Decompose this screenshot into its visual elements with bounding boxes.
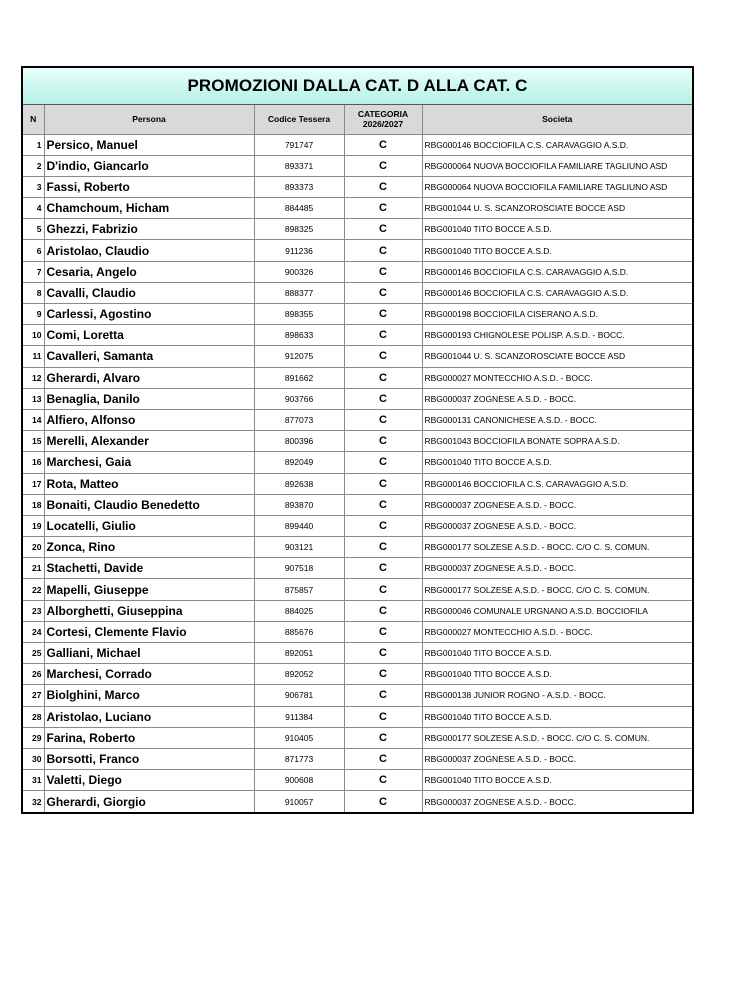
- cell-societa: RBG001040 TITO BOCCE A.S.D.: [422, 452, 692, 473]
- cell-societa: RBG000046 COMUNALE URGNANO A.S.D. BOCCIOFILA: [422, 600, 692, 621]
- table-row: [23, 409, 692, 430]
- table-row: [23, 198, 692, 219]
- cell-codice-tessera: 911384: [254, 706, 344, 727]
- cell-persona: Cesaria, Angelo: [44, 261, 254, 282]
- cell-persona: Carlessi, Agostino: [44, 304, 254, 325]
- table-row: [23, 748, 692, 769]
- cell-number: 30: [23, 748, 44, 769]
- cell-number: 20: [23, 537, 44, 558]
- cell-categoria: C: [344, 600, 422, 621]
- table-row: [23, 304, 692, 325]
- table-row: [23, 261, 692, 282]
- cell-categoria: C: [344, 261, 422, 282]
- promotions-sheet: [21, 66, 694, 814]
- table-row: [23, 240, 692, 261]
- cell-persona: Valetti, Diego: [44, 770, 254, 791]
- cell-codice-tessera: 899440: [254, 515, 344, 536]
- cell-categoria: C: [344, 748, 422, 769]
- cell-number: 2: [23, 155, 44, 176]
- cell-persona: Stachetti, Davide: [44, 558, 254, 579]
- cell-persona: Cavalleri, Samanta: [44, 346, 254, 367]
- cell-number: 9: [23, 304, 44, 325]
- table-row: [23, 219, 692, 240]
- cell-societa: RBG001040 TITO BOCCE A.S.D.: [422, 664, 692, 685]
- table-row: [23, 452, 692, 473]
- cell-number: 13: [23, 388, 44, 409]
- cell-categoria: C: [344, 325, 422, 346]
- table-row: [23, 388, 692, 409]
- table-row: [23, 558, 692, 579]
- cell-codice-tessera: 892049: [254, 452, 344, 473]
- cell-codice-tessera: 888377: [254, 282, 344, 303]
- cell-categoria: C: [344, 155, 422, 176]
- cell-societa: RBG000037 ZOGNESE A.S.D. - BOCC.: [422, 388, 692, 409]
- cell-number: 23: [23, 600, 44, 621]
- cell-number: 22: [23, 579, 44, 600]
- cell-categoria: C: [344, 643, 422, 664]
- cell-societa: RBG000037 ZOGNESE A.S.D. - BOCC.: [422, 494, 692, 515]
- cell-number: 25: [23, 643, 44, 664]
- cell-persona: Mapelli, Giuseppe: [44, 579, 254, 600]
- cell-societa: RBG001040 TITO BOCCE A.S.D.: [422, 770, 692, 791]
- cell-categoria: C: [344, 388, 422, 409]
- cell-persona: Gherardi, Giorgio: [44, 791, 254, 812]
- cell-number: 16: [23, 452, 44, 473]
- cell-number: 27: [23, 685, 44, 706]
- cell-persona: Alborghetti, Giuseppina: [44, 600, 254, 621]
- cell-societa: RBG000037 ZOGNESE A.S.D. - BOCC.: [422, 748, 692, 769]
- cell-number: 8: [23, 282, 44, 303]
- cell-societa: RBG000146 BOCCIOFILA C.S. CARAVAGGIO A.S.D.: [422, 261, 692, 282]
- table-row: [23, 727, 692, 748]
- cell-societa: RBG000037 ZOGNESE A.S.D. - BOCC.: [422, 558, 692, 579]
- cell-codice-tessera: 892052: [254, 664, 344, 685]
- table-row: [23, 367, 692, 388]
- cell-categoria: C: [344, 473, 422, 494]
- cell-categoria: C: [344, 346, 422, 367]
- cell-codice-tessera: 877073: [254, 409, 344, 430]
- table-row: [23, 664, 692, 685]
- cell-categoria: C: [344, 431, 422, 452]
- cell-societa: RBG001040 TITO BOCCE A.S.D.: [422, 240, 692, 261]
- cell-codice-tessera: 871773: [254, 748, 344, 769]
- table-row: [23, 621, 692, 642]
- cell-societa: RBG000131 CANONICHESE A.S.D. - BOCC.: [422, 409, 692, 430]
- cell-societa: RBG001044 U. S. SCANZOROSCIATE BOCCE ASD: [422, 346, 692, 367]
- cell-societa: RBG001044 U. S. SCANZOROSCIATE BOCCE ASD: [422, 198, 692, 219]
- cell-codice-tessera: 903121: [254, 537, 344, 558]
- cell-codice-tessera: 893870: [254, 494, 344, 515]
- cell-codice-tessera: 884485: [254, 198, 344, 219]
- cell-persona: Marchesi, Corrado: [44, 664, 254, 685]
- cell-number: 18: [23, 494, 44, 515]
- table-row: [23, 791, 692, 812]
- table-row: [23, 134, 692, 155]
- cell-societa: RBG000146 BOCCIOFILA C.S. CARAVAGGIO A.S.D.: [422, 134, 692, 155]
- table-row: [23, 600, 692, 621]
- cell-persona: Bonaiti, Claudio Benedetto: [44, 494, 254, 515]
- table-row: [23, 770, 692, 791]
- cell-number: 4: [23, 198, 44, 219]
- cell-codice-tessera: 910405: [254, 727, 344, 748]
- cell-number: 6: [23, 240, 44, 261]
- cell-categoria: C: [344, 558, 422, 579]
- cell-societa: RBG000037 ZOGNESE A.S.D. - BOCC.: [422, 515, 692, 536]
- cell-societa: RBG001043 BOCCIOFILA BONATE SOPRA A.S.D.: [422, 431, 692, 452]
- cell-categoria: C: [344, 494, 422, 515]
- cell-categoria: C: [344, 515, 422, 536]
- cell-categoria: C: [344, 770, 422, 791]
- table-row: [23, 473, 692, 494]
- cell-societa: RBG001040 TITO BOCCE A.S.D.: [422, 706, 692, 727]
- cell-codice-tessera: 791747: [254, 134, 344, 155]
- cell-societa: RBG000027 MONTECCHIO A.S.D. - BOCC.: [422, 367, 692, 388]
- cell-persona: Chamchoum, Hicham: [44, 198, 254, 219]
- cell-categoria: C: [344, 176, 422, 197]
- cell-persona: Alfiero, Alfonso: [44, 409, 254, 430]
- cell-codice-tessera: 911236: [254, 240, 344, 261]
- cell-societa: RBG000177 SOLZESE A.S.D. - BOCC. C/O C. S. COMUN.: [422, 579, 692, 600]
- cell-codice-tessera: 900326: [254, 261, 344, 282]
- table-row: [23, 431, 692, 452]
- cell-societa: RBG000064 NUOVA BOCCIOFILA FAMILIARE TAGLIUNO ASD: [422, 176, 692, 197]
- cell-societa: RBG000193 CHIGNOLESE POLISP. A.S.D. - BOCC.: [422, 325, 692, 346]
- cell-codice-tessera: 898325: [254, 219, 344, 240]
- cell-persona: Biolghini, Marco: [44, 685, 254, 706]
- cell-persona: Locatelli, Giulio: [44, 515, 254, 536]
- cell-persona: Galliani, Michael: [44, 643, 254, 664]
- cell-codice-tessera: 893371: [254, 155, 344, 176]
- cell-number: 17: [23, 473, 44, 494]
- cell-codice-tessera: 891662: [254, 367, 344, 388]
- cell-codice-tessera: 906781: [254, 685, 344, 706]
- cell-number: 21: [23, 558, 44, 579]
- header-n: N: [23, 105, 44, 134]
- cell-persona: Gherardi, Alvaro: [44, 367, 254, 388]
- cell-number: 28: [23, 706, 44, 727]
- cell-persona: Farina, Roberto: [44, 727, 254, 748]
- cell-societa: RBG000138 JUNIOR ROGNO - A.S.D. - BOCC.: [422, 685, 692, 706]
- cell-societa: RBG000198 BOCCIOFILA CISERANO A.S.D.: [422, 304, 692, 325]
- cell-number: 5: [23, 219, 44, 240]
- cell-societa: RBG000064 NUOVA BOCCIOFILA FAMILIARE TAGLIUNO ASD: [422, 155, 692, 176]
- cell-categoria: C: [344, 579, 422, 600]
- cell-societa: RBG000177 SOLZESE A.S.D. - BOCC. C/O C. S. COMUN.: [422, 537, 692, 558]
- cell-categoria: C: [344, 282, 422, 303]
- cell-number: 1: [23, 134, 44, 155]
- cell-number: 7: [23, 261, 44, 282]
- cell-persona: Marchesi, Gaia: [44, 452, 254, 473]
- header-categoria-line1: CATEGORIA: [357, 109, 409, 120]
- cell-categoria: C: [344, 134, 422, 155]
- cell-categoria: C: [344, 621, 422, 642]
- cell-codice-tessera: 898355: [254, 304, 344, 325]
- cell-categoria: C: [344, 791, 422, 812]
- cell-categoria: C: [344, 664, 422, 685]
- header-categoria: [344, 105, 422, 134]
- cell-persona: D'indio, Giancarlo: [44, 155, 254, 176]
- table-body: [23, 134, 692, 812]
- cell-codice-tessera: 875857: [254, 579, 344, 600]
- sheet-title: PROMOZIONI DALLA CAT. D ALLA CAT. C: [23, 68, 692, 105]
- cell-codice-tessera: 892638: [254, 473, 344, 494]
- table-row: [23, 685, 692, 706]
- cell-number: 19: [23, 515, 44, 536]
- cell-codice-tessera: 910057: [254, 791, 344, 812]
- cell-number: 29: [23, 727, 44, 748]
- cell-societa: RBG000177 SOLZESE A.S.D. - BOCC. C/O C. S. COMUN.: [422, 727, 692, 748]
- cell-categoria: C: [344, 304, 422, 325]
- cell-codice-tessera: 892051: [254, 643, 344, 664]
- cell-number: 14: [23, 409, 44, 430]
- cell-number: 31: [23, 770, 44, 791]
- cell-codice-tessera: 898633: [254, 325, 344, 346]
- cell-categoria: C: [344, 198, 422, 219]
- table-row: [23, 494, 692, 515]
- table-row: [23, 537, 692, 558]
- cell-number: 12: [23, 367, 44, 388]
- cell-societa: RBG001040 TITO BOCCE A.S.D.: [422, 219, 692, 240]
- cell-codice-tessera: 912075: [254, 346, 344, 367]
- cell-categoria: C: [344, 706, 422, 727]
- cell-persona: Cavalli, Claudio: [44, 282, 254, 303]
- cell-societa: RBG000146 BOCCIOFILA C.S. CARAVAGGIO A.S.D.: [422, 473, 692, 494]
- cell-number: 26: [23, 664, 44, 685]
- cell-categoria: C: [344, 409, 422, 430]
- cell-categoria: C: [344, 537, 422, 558]
- table-header-row: [23, 105, 692, 134]
- cell-societa: RBG000037 ZOGNESE A.S.D. - BOCC.: [424, 796, 577, 807]
- cell-codice-tessera: 800396: [254, 431, 344, 452]
- cell-number: 11: [23, 346, 44, 367]
- cell-codice-tessera: 903766: [254, 388, 344, 409]
- header-categoria-line2: 2026/2027: [362, 119, 404, 130]
- cell-persona: Benaglia, Danilo: [44, 388, 254, 409]
- cell-codice-tessera: 900608: [254, 770, 344, 791]
- cell-categoria: C: [344, 240, 422, 261]
- header-societa: Societa: [422, 105, 692, 134]
- cell-codice-tessera: 884025: [254, 600, 344, 621]
- cell-persona: Aristolao, Claudio: [44, 240, 254, 261]
- table-row: [23, 155, 692, 176]
- cell-persona: Cortesi, Clemente Flavio: [44, 621, 254, 642]
- cell-persona: Comi, Loretta: [44, 325, 254, 346]
- cell-categoria: C: [344, 367, 422, 388]
- cell-categoria: C: [344, 727, 422, 748]
- cell-codice-tessera: 907518: [254, 558, 344, 579]
- promotions-table: [23, 105, 692, 812]
- cell-persona: Ghezzi, Fabrizio: [44, 219, 254, 240]
- table-row: [23, 282, 692, 303]
- table-row: [23, 346, 692, 367]
- cell-codice-tessera: 893373: [254, 176, 344, 197]
- table-row: [23, 706, 692, 727]
- cell-persona: Merelli, Alexander: [44, 431, 254, 452]
- cell-persona: Borsotti, Franco: [44, 748, 254, 769]
- cell-number: 24: [23, 621, 44, 642]
- cell-codice-tessera: 885676: [254, 621, 344, 642]
- header-codice-tessera: Codice Tessera: [254, 105, 344, 134]
- cell-number: 3: [23, 176, 44, 197]
- table-row: [23, 325, 692, 346]
- cell-categoria: C: [344, 219, 422, 240]
- cell-categoria: C: [344, 452, 422, 473]
- table-row: [23, 643, 692, 664]
- cell-societa: RBG001040 TITO BOCCE A.S.D.: [422, 643, 692, 664]
- header-persona: Persona: [44, 105, 254, 134]
- cell-societa: RBG000146 BOCCIOFILA C.S. CARAVAGGIO A.S.D.: [422, 282, 692, 303]
- table-row: [23, 176, 692, 197]
- cell-persona: Fassi, Roberto: [44, 176, 254, 197]
- cell-number: 15: [23, 431, 44, 452]
- cell-persona: Rota, Matteo: [44, 473, 254, 494]
- cell-persona: Aristolao, Luciano: [44, 706, 254, 727]
- table-row: [23, 515, 692, 536]
- cell-number: 10: [23, 325, 44, 346]
- cell-number: 32: [23, 791, 44, 812]
- cell-persona: Persico, Manuel: [44, 134, 254, 155]
- table-row: [23, 579, 692, 600]
- cell-societa: RBG000027 MONTECCHIO A.S.D. - BOCC.: [422, 621, 692, 642]
- cell-persona: Zonca, Rino: [44, 537, 254, 558]
- cell-categoria: C: [344, 685, 422, 706]
